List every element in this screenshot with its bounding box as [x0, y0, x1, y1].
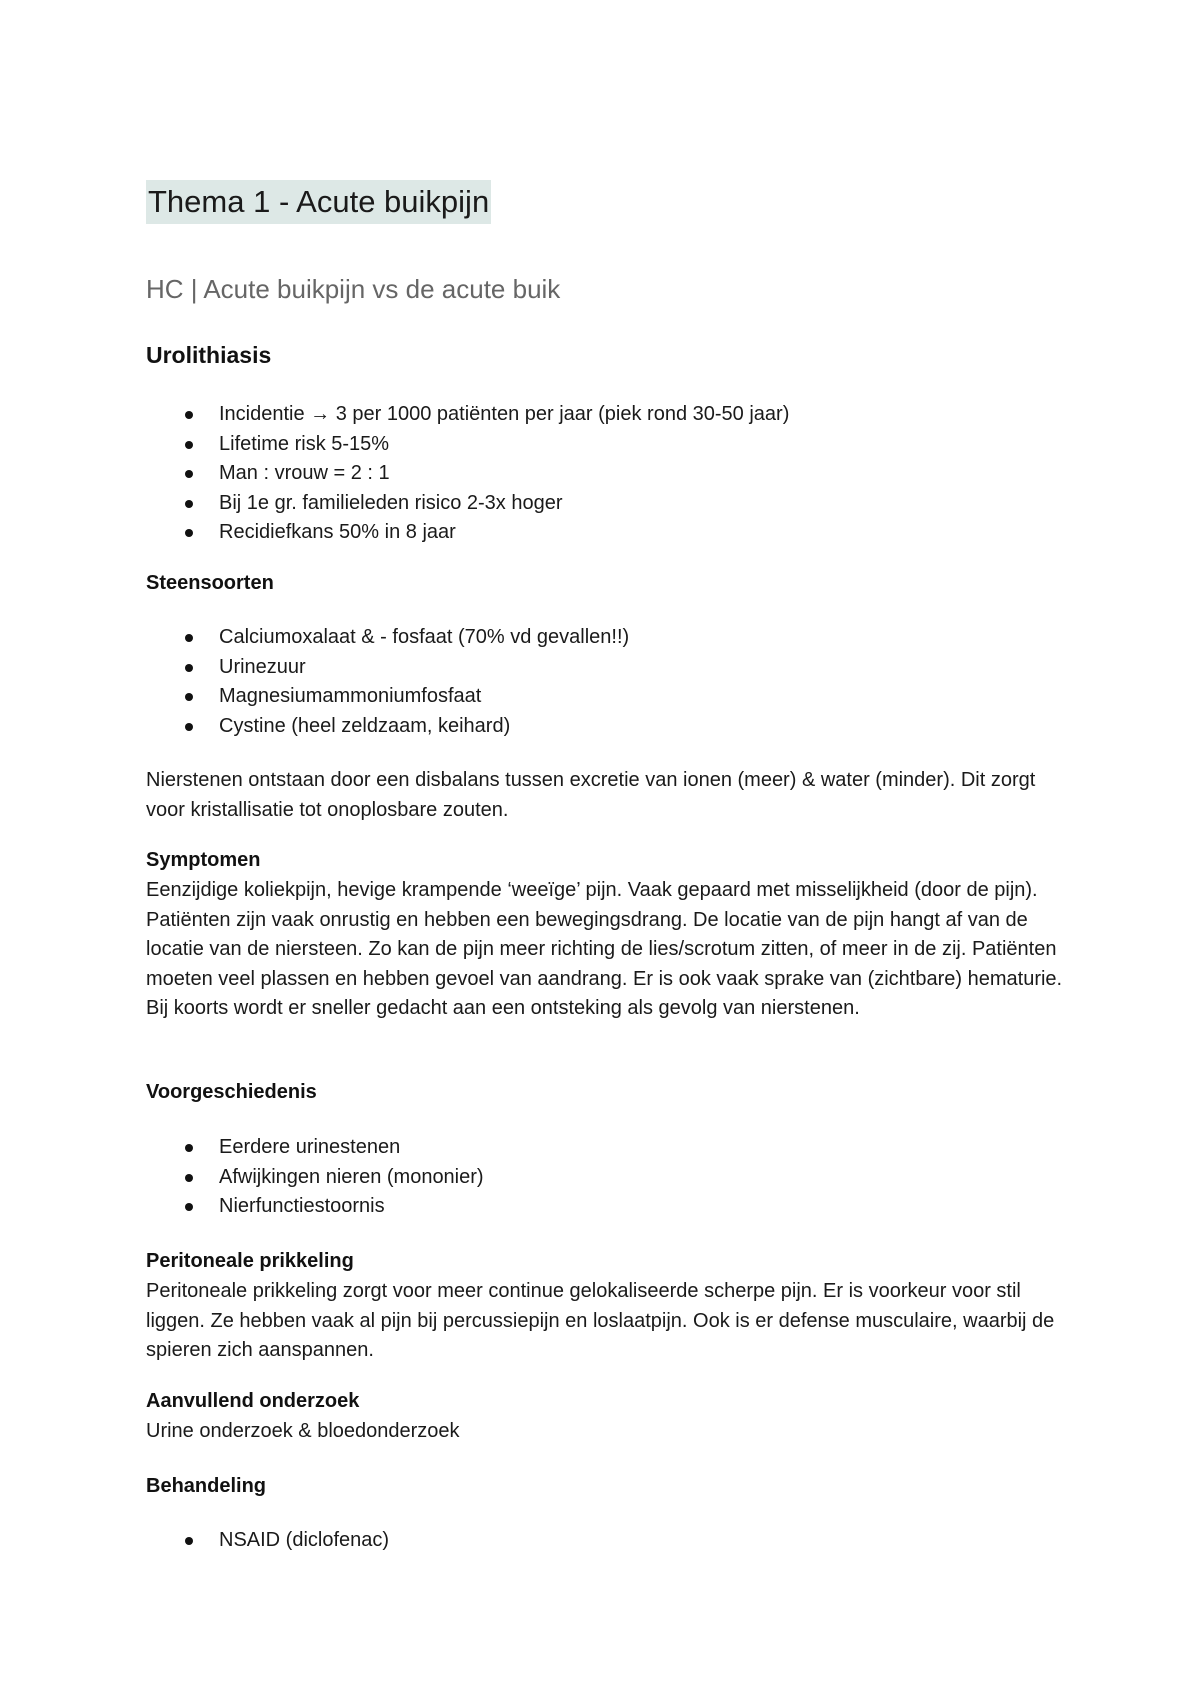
bullet-icon [185, 1537, 193, 1545]
list-item: Magnesiumammoniumfosfaat [146, 682, 1046, 712]
list-item: Calciumoxalaat & - fosfaat (70% vd gevallen!!) [146, 623, 1046, 653]
subheading-peritoneale-prikkeling: Peritoneale prikkeling [146, 1250, 354, 1272]
subheading-steensoorten: Steensoorten [146, 572, 274, 594]
bullet-icon [185, 1144, 193, 1152]
aanvullend-paragraph: Urine onderzoek & bloedonderzoek [146, 1420, 460, 1442]
bullet-icon [185, 723, 193, 731]
behandeling-bullet-list [146, 1526, 1046, 1556]
peritoneale-paragraph: Peritoneale prikkeling zorgt voor meer continue gelokaliseerde scherpe pijn. Er is voorkeur voor stil liggen. Ze hebben vaak al pijn bij percussiepijn en loslaatpijn. Ook is er defense musculaire, waarbij de spieren zich aanspannen. [146, 1280, 1055, 1361]
list-item: Nierfunctiestoornis [146, 1192, 1046, 1222]
subheading-behandeling: Behandeling [146, 1475, 267, 1497]
list-item: Eerdere urinestenen [146, 1133, 1046, 1163]
bullet-icon [185, 1203, 193, 1211]
list-item: Lifetime risk 5-15% [146, 430, 1046, 460]
bullet-icon [185, 634, 193, 642]
urolithiasis-bullet-list [146, 400, 1046, 548]
list-item: Urinezuur [146, 653, 1046, 683]
bullet-icon [185, 441, 193, 449]
bullet-icon [185, 470, 193, 478]
list-item: Afwijkingen nieren (mononier) [146, 1163, 1046, 1193]
list-item: Cystine (heel zeldzaam, keihard) [146, 712, 1046, 742]
list-item: Man : vrouw = 2 : 1 [146, 459, 1046, 489]
subheading-voorgeschiedenis: Voorgeschiedenis [146, 1081, 317, 1103]
document-title: Thema 1 - Acute buikpijn [146, 180, 491, 224]
symptomen-paragraph: Eenzijdige koliekpijn, hevige krampende ‘weeïge’ pijn. Vaak gepaard met misselijkheid (door de pijn). Patiënten zijn vaak onrustig en hebben een bewegingsdrang. De locatie van de pijn hangt af van de locatie van de niersteen. Zo kan de pijn meer richting de lies/scrotum zitten, of meer in de zij. Patiënten moeten veel plassen en hebben gevoel van aandrang. Er is ook vaak sprake van (zichtbare) hematurie. Bij koorts wordt er sneller gedacht aan een ontsteking als gevolg van nierstenen. [146, 879, 1063, 1019]
steensoorten-bullet-list [146, 623, 1046, 741]
bullet-icon [185, 664, 193, 672]
bullet-icon [185, 1174, 193, 1182]
list-item: Incidentie → 3 per 1000 patiënten per jaar (piek rond 30-50 jaar) [146, 400, 1046, 430]
bullet-icon [185, 529, 193, 537]
bullet-icon [185, 411, 193, 419]
list-item: Recidiefkans 50% in 8 jaar [146, 518, 1046, 548]
section-heading-urolithiasis: Urolithiasis [146, 342, 272, 368]
list-item: NSAID (diclofenac) [146, 1526, 1046, 1556]
ontstaan-paragraph: Nierstenen ontstaan door een disbalans tussen excretie van ionen (meer) & water (minder). Dit zorgt voor kristallisatie tot onoplosbare zouten. [146, 769, 1036, 821]
subheading-symptomen: Symptomen [146, 849, 261, 871]
lecture-subtitle: HC | Acute buikpijn vs de acute buik [146, 274, 561, 304]
bullet-icon [185, 693, 193, 701]
voorgeschiedenis-bullet-list [146, 1133, 1046, 1222]
subheading-aanvullend-onderzoek: Aanvullend onderzoek [146, 1390, 360, 1412]
list-item: Bij 1e gr. familieleden risico 2-3x hoger [146, 489, 1046, 519]
bullet-icon [185, 500, 193, 508]
